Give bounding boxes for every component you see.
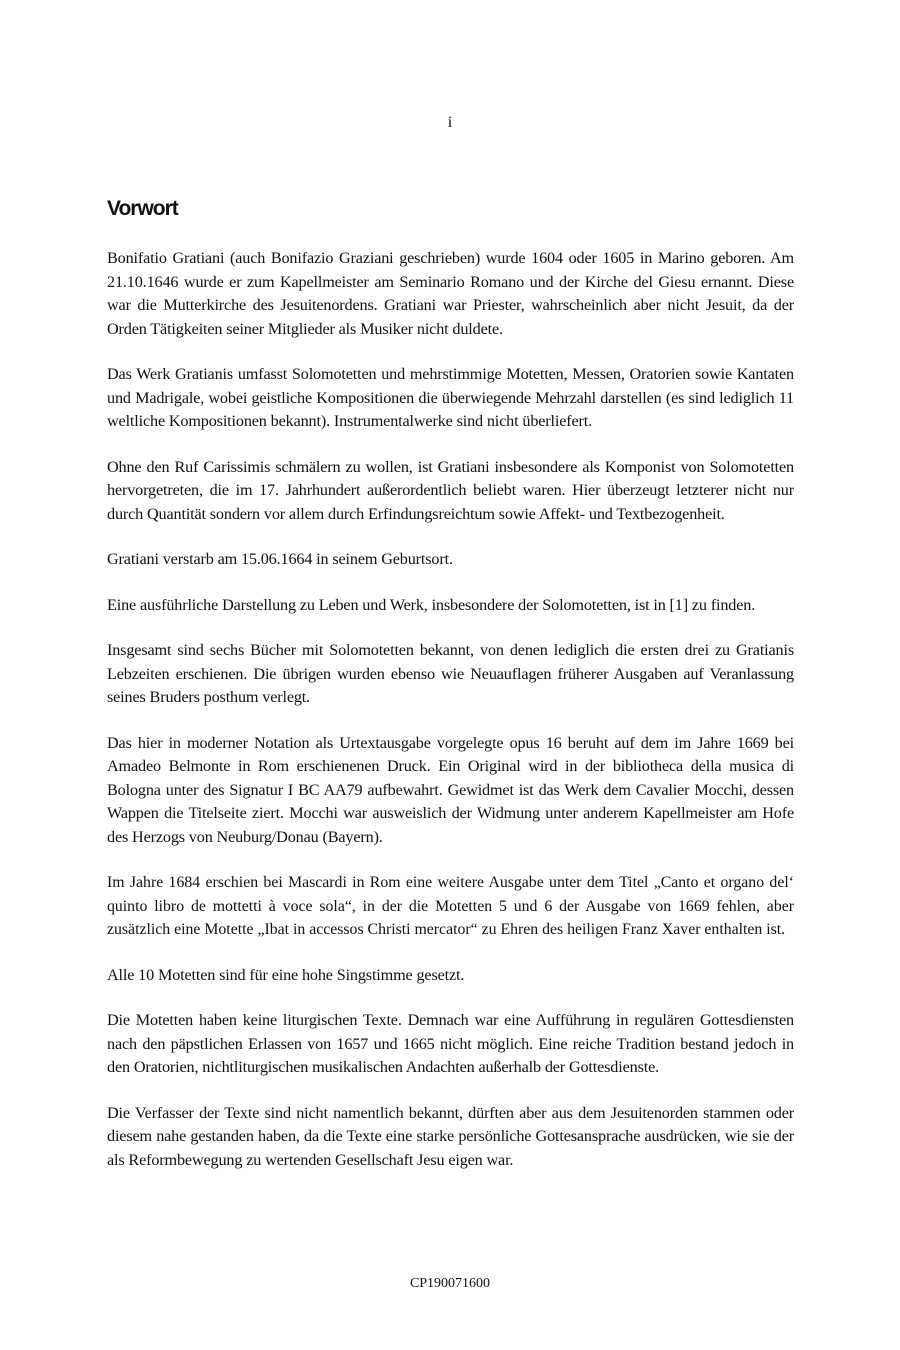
- paragraph-reference: Eine ausführliche Darstellung zu Leben und Werk, insbesondere der Solomotetten, ist in [1] zu finden.: [107, 595, 756, 614]
- page-title: Vorwort: [107, 197, 178, 220]
- footer-catalog-code: CP190071600: [409, 1276, 491, 1291]
- paragraph-liturgy: Die Motetten haben keine liturgischen Texte. Demnach war eine Aufführung in regulären Gottesdiensten nach den päpstlichen Erlassen von 1657 und 1665 nicht möglich. Eine reiche Tradition bestand jedoch in den Oratorien, nichtliturgischen musikalischen Andachten außerhalb der Gottesdienste.: [107, 1011, 794, 1076]
- body-text: [107, 247, 794, 1194]
- paragraph-biography: Bonifatio Gratiani (auch Bonifazio Graziani geschrieben) wurde 1604 oder 1605 in Marino geboren. Am 21.10.1646 wurde er zum Kapellmeister am Seminario Romano und der Kirche del Giesu ernannt. Diese war die Mutterkirche des Jesuitenordens. Gratiani war Priester, wahrscheinlich aber nicht Jesuit, da der Orden Tätigkeiten seiner Mitglieder als Musiker nicht duldete.: [107, 249, 794, 338]
- paragraph-solomotets: Ohne den Ruf Carissimis schmälern zu wollen, ist Gratiani insbesondere als Komponist von Solomotetten hervorgetreten, die im 17. Jahrhundert außerordentlich beliebt waren. Hier überzeugt letzterer nicht nur durch Quantität sondern vor allem durch Erfindungsreichtum sowie Affekt- und Textbezogenheit.: [107, 457, 794, 523]
- paragraph-authors: Die Verfasser der Texte sind nicht namentlich bekannt, dürften aber aus dem Jesuitenorden stammen oder diesem nahe gestanden haben, da die Texte eine starke persönliche Gottesansprache ausdrücken, wie sie der als Reformbewegung zu wertenden Gesellschaft Jesu eigen war.: [107, 1103, 794, 1169]
- paragraph-1684-edition: Im Jahre 1684 erschien bei Mascardi in Rom eine weitere Ausgabe unter dem Titel „Canto et organo del‘ quinto libro de mottetti à voce sola“, in der die Motetten 5 und 6 der Ausgabe von 1669 fehlen, aber zusätzlich eine Motette „Ibat in accessos Christi mercator“ zu Ehren des heiligen Franz Xaver enthalten ist.: [107, 874, 794, 938]
- paragraph-works: Das Werk Gratianis umfasst Solomotetten und mehrstimmige Motetten, Messen, Oratorien sowie Kantaten und Madrigale, wobei geistliche Kompositionen die überwiegende Mehrzahl darstellen (es sind lediglich 11 weltliche Kompositionen bekannt). Instrumentalwerke sind nicht überliefert.: [107, 365, 794, 430]
- paragraph-death: Gratiani verstarb am 15.06.1664 in seinem Geburtsort.: [107, 550, 453, 568]
- paragraph-opus16: Das hier in moderner Notation als Urtextausgabe vorgelegte opus 16 beruht auf dem im Jahre 1669 bei Amadeo Belmonte in Rom erschienenen Druck. Ein Original wird in der bibliotheca della musica di Bologna unter des Signatur I BC AA79 aufbewahrt. Gewidmet ist das Werk dem Cavalier Mocchi, dessen Wappen die Titelseite ziert. Mocchi war ausweislich der Widmung unter anderem Kapellmeister am Hofe des Herzogs von Neuburg/Donau (Bayern).: [107, 733, 794, 846]
- page-number: i: [447, 114, 453, 131]
- paragraph-books: Insgesamt sind sechs Bücher mit Solomotetten bekannt, von denen lediglich die ersten drei zu Gratianis Lebzeiten erschienen. Die übrigen wurden ebenso wie Neuauflagen früherer Ausgaben auf Veranlassung seines Bruders posthum verlegt.: [107, 641, 794, 706]
- paragraph-voice: Alle 10 Motetten sind für eine hohe Singstimme gesetzt.: [107, 965, 465, 984]
